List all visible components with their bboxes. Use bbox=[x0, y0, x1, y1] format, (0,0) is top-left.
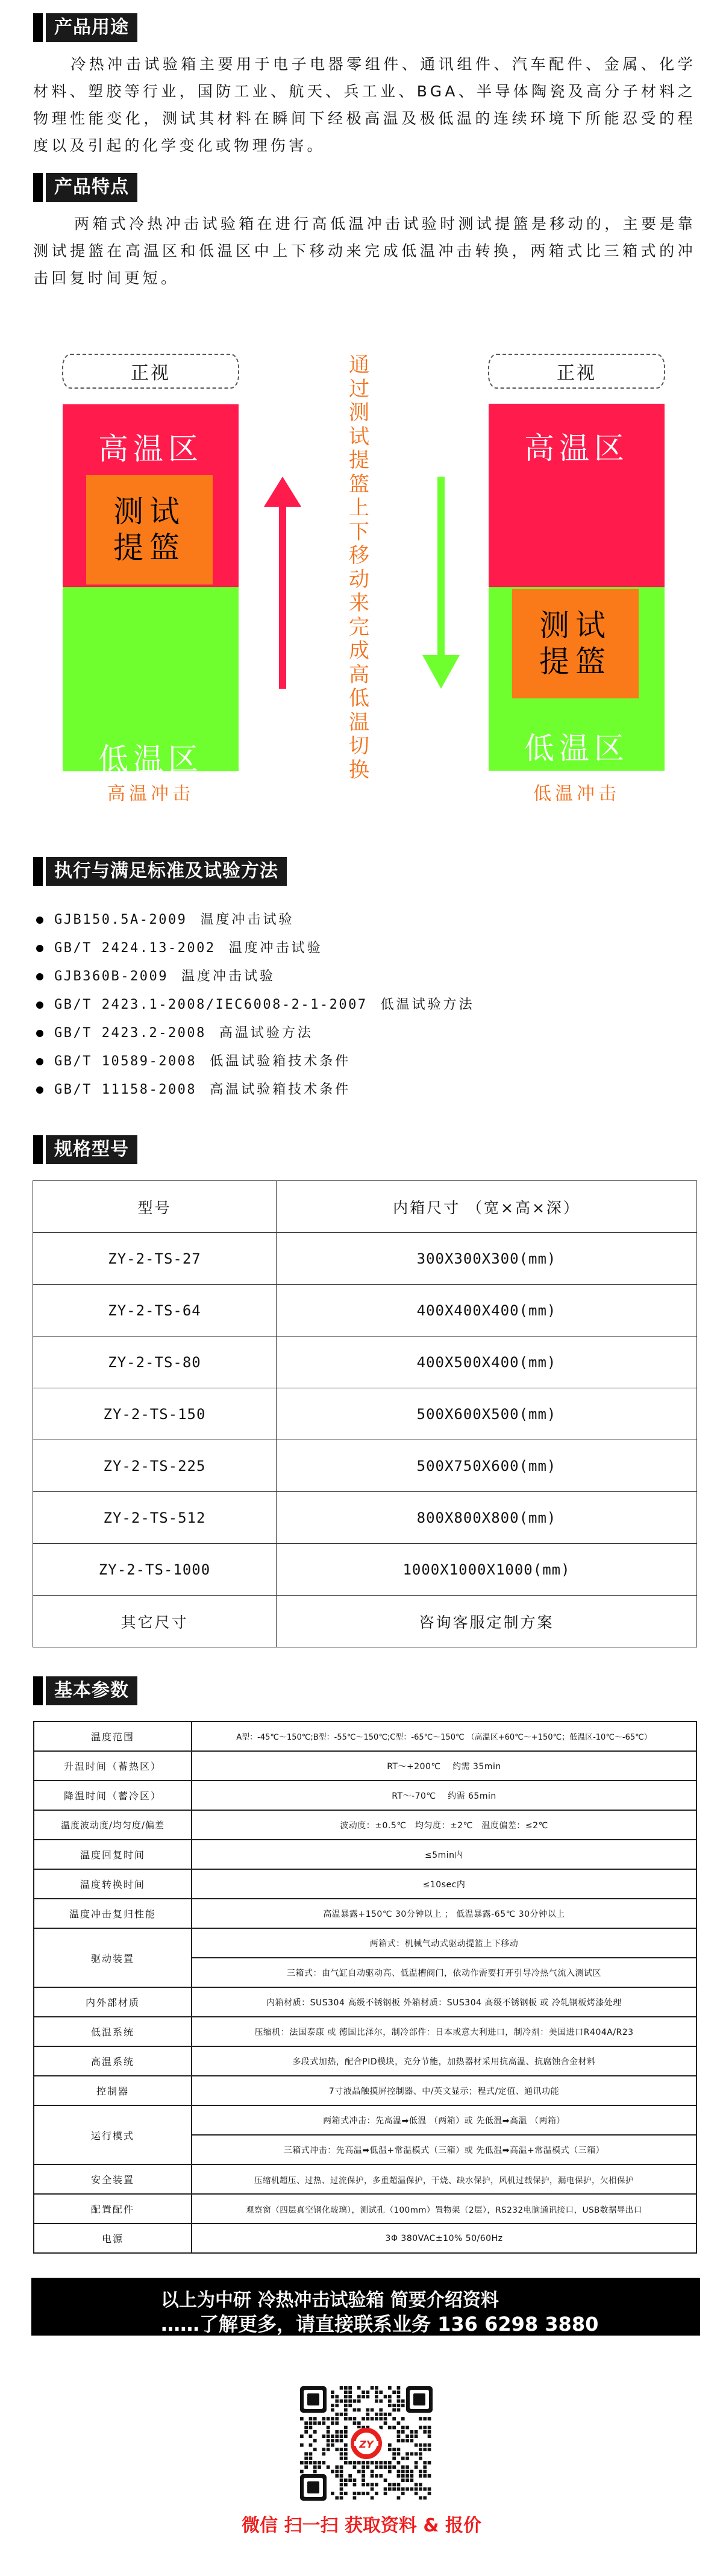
param-value: 内箱材质：SUS304 高级不锈钢板 外箱材质：SUS304 高级不锈钢板 或 冷轧钢板烤漆处理 bbox=[192, 1987, 696, 2017]
table-row bbox=[33, 1440, 697, 1492]
param-key: 内外部材质 bbox=[34, 1987, 192, 2017]
vertical-caption-char: 篮 bbox=[349, 472, 369, 497]
table-row bbox=[34, 1987, 696, 2017]
size-cell: 800X800X800(mm) bbox=[277, 1492, 697, 1544]
vertical-caption-char: 移 bbox=[349, 544, 369, 568]
standards-list bbox=[33, 906, 696, 1104]
cold-zone-label: 低温区 bbox=[524, 731, 629, 766]
basket-label-line2: 提篮 bbox=[113, 530, 186, 565]
section-header-params bbox=[33, 1676, 137, 1705]
table-row bbox=[33, 1596, 697, 1647]
header-model: 型号 bbox=[33, 1181, 277, 1233]
section-title: 产品用途 bbox=[46, 13, 137, 42]
size-cell: 500X750X600(mm) bbox=[277, 1440, 697, 1492]
param-value: 压缩机超压、过热、过流保护，多重超温保护，干烧、缺水保护，风机过载保护，漏电保护，欠相保护 bbox=[192, 2164, 696, 2194]
vertical-caption-char: 过 bbox=[349, 377, 369, 401]
caption-low-temp-shock: 低温冲击 bbox=[533, 783, 620, 804]
list-item bbox=[33, 1047, 696, 1076]
standard-desc: 低温试验箱技术条件 bbox=[210, 1053, 351, 1069]
header-bar-decoration bbox=[33, 1676, 43, 1705]
vertical-caption-char: 下 bbox=[349, 519, 369, 544]
param-value: 高温暴露+150℃ 30分钟以上 ； 低温暴露-65℃ 30分钟以上 bbox=[192, 1899, 696, 1928]
spec-table bbox=[33, 1180, 697, 1647]
model-cell: ZY-2-TS-512 bbox=[33, 1492, 277, 1544]
size-cell: 500X600X500(mm) bbox=[277, 1388, 697, 1440]
list-item bbox=[33, 1019, 696, 1047]
param-key: 温度回复时间 bbox=[34, 1840, 192, 1869]
vertical-caption-char: 试 bbox=[349, 424, 369, 449]
param-key: 电源 bbox=[34, 2223, 192, 2253]
param-value: 7寸液晶触摸屏控制器、中/英文显示；程式/定值、通讯功能 bbox=[192, 2076, 696, 2105]
param-value: RT～-70℃ 约需 65min bbox=[192, 1781, 696, 1810]
header-inner-size: 内箱尺寸 （宽×高×深） bbox=[277, 1181, 697, 1233]
standard-desc: 高温试验方法 bbox=[219, 1025, 313, 1041]
param-value: 三箱式冲击：先高温➡低温+常温模式（三箱）或 先低温➡高温+常温模式（三箱） bbox=[192, 2135, 696, 2164]
arrow-down-icon bbox=[419, 473, 467, 693]
param-key: 安全装置 bbox=[34, 2164, 192, 2194]
param-value: A型：-45℃～150℃;B型：-55℃～150℃;C型：-65℃～150℃ （高温区+60℃～+150℃；低温区-10℃～-65℃） bbox=[192, 1722, 696, 1751]
section-header-specs bbox=[33, 1135, 137, 1164]
section-title: 产品特点 bbox=[46, 173, 137, 202]
vertical-caption bbox=[346, 354, 372, 782]
caption-high-temp-shock: 高温冲击 bbox=[107, 783, 194, 804]
param-value: ≤10sec内 bbox=[192, 1869, 696, 1899]
standard-code: GB/T 11158-2008 bbox=[54, 1082, 197, 1097]
standard-desc: 温度冲击试验 bbox=[200, 912, 295, 927]
features-text: 两箱式冷热冲击试验箱在进行高低温冲击试验时测试提篮是移动的，主要是靠测试提篮在高温区和低温区中上下移动来完成低温冲击转换，两箱式比三箱式的冲击回复时间更短。 bbox=[33, 215, 696, 287]
vertical-caption-char: 低 bbox=[349, 686, 369, 710]
svg-text:ZY: ZY bbox=[359, 2439, 374, 2450]
vertical-caption-char: 通 bbox=[349, 353, 369, 377]
size-cell: 400X500X400(mm) bbox=[277, 1337, 697, 1388]
table-row bbox=[33, 1544, 697, 1596]
usage-text: 冷热冲击试验箱主要用于电子电器零组件、通讯组件、汽车配件、金属、化学材料、塑胶等行业，国防工业、航天、兵工业、BGA、半导体陶瓷及高分子材料之物理性能变化，测试其材料在瞬间下经极高温及极低温的连续环境下所能忍受的程度以及引起的化学变化或物理伤害。 bbox=[33, 55, 696, 154]
standard-desc: 温度冲击试验 bbox=[181, 968, 275, 984]
standard-code: GB/T 10589-2008 bbox=[54, 1053, 197, 1069]
table-row bbox=[33, 1388, 697, 1440]
model-cell: ZY-2-TS-1000 bbox=[33, 1544, 277, 1596]
param-key: 运行模式 bbox=[34, 2105, 192, 2164]
table-row bbox=[34, 2017, 696, 2046]
table-row bbox=[34, 1869, 696, 1899]
standard-code: GB/T 2424.13-2002 bbox=[54, 940, 216, 956]
param-value: 3Φ 380VAC±10% 50/60Hz bbox=[192, 2223, 696, 2253]
features-paragraph bbox=[33, 210, 696, 292]
param-table bbox=[33, 1721, 697, 2254]
front-view-label-left: 正视 bbox=[62, 354, 239, 389]
header-bar-decoration bbox=[33, 1135, 43, 1164]
table-row bbox=[34, 2194, 696, 2223]
vertical-caption-char: 换 bbox=[349, 757, 369, 782]
section-title: 执行与满足标准及试验方法 bbox=[46, 857, 287, 886]
standard-desc: 低温试验方法 bbox=[380, 997, 475, 1012]
param-value: 两箱式冲击：先高温➡低温 （两箱）或 先低温➡高温 （两箱） bbox=[192, 2105, 696, 2135]
table-row bbox=[34, 2164, 696, 2194]
wechat-qr-code-icon[interactable] bbox=[300, 2386, 433, 2501]
test-basket-left bbox=[86, 475, 213, 584]
bullet-icon bbox=[36, 1030, 43, 1037]
param-value: 两箱式：机械气动式驱动提篮上下移动 bbox=[192, 1928, 696, 1958]
vertical-caption-char: 测 bbox=[349, 401, 369, 425]
section-title: 基本参数 bbox=[46, 1676, 137, 1705]
hot-zone-right bbox=[489, 404, 665, 587]
hot-zone-label: 高温区 bbox=[98, 431, 203, 466]
table-row bbox=[33, 1233, 697, 1285]
param-key: 升温时间（蓄热区） bbox=[34, 1751, 192, 1781]
vertical-caption-char: 成 bbox=[349, 639, 369, 663]
section-header-standards bbox=[33, 857, 287, 886]
vertical-caption-char: 切 bbox=[349, 734, 369, 758]
basket-label-line2: 提篮 bbox=[539, 644, 612, 679]
bullet-icon bbox=[36, 1001, 43, 1009]
param-key: 控制器 bbox=[34, 2076, 192, 2105]
model-cell: ZY-2-TS-80 bbox=[33, 1337, 277, 1388]
param-value: 三箱式：由气缸自动驱动高、低温槽阀门，依动作需要打开引导冷热气流入测试区 bbox=[192, 1958, 696, 1987]
list-item bbox=[33, 906, 696, 934]
param-key: 配置配件 bbox=[34, 2194, 192, 2223]
size-cell: 300X300X300(mm) bbox=[277, 1233, 697, 1285]
banner-line-2: ……了解更多，请直接联系业务 136 6298 3880 bbox=[161, 2313, 599, 2336]
table-row bbox=[34, 1751, 696, 1781]
header-bar-decoration bbox=[33, 13, 43, 42]
section-header-features bbox=[33, 173, 137, 202]
cold-zone-label: 低温区 bbox=[98, 742, 203, 777]
table-row bbox=[34, 1899, 696, 1928]
hot-zone-label: 高温区 bbox=[524, 431, 629, 466]
standard-code: GB/T 2423.2-2008 bbox=[54, 1025, 206, 1041]
model-cell: ZY-2-TS-225 bbox=[33, 1440, 277, 1492]
param-key: 高温系统 bbox=[34, 2046, 192, 2076]
param-value: 观察窗（四层真空钢化玻璃），测试孔（100mm）置物架（2层），RS232电脑通讯接口，USB数据导出口 bbox=[192, 2194, 696, 2223]
list-item bbox=[33, 934, 696, 962]
param-value: 波动度：±0.5℃ 均匀度：±2℃ 温度偏差：≤2℃ bbox=[192, 1810, 696, 1840]
table-row bbox=[34, 1928, 696, 1958]
table-row bbox=[34, 1722, 696, 1751]
table-row bbox=[34, 2105, 696, 2135]
size-cell: 400X400X400(mm) bbox=[277, 1285, 697, 1337]
standard-desc: 高温试验箱技术条件 bbox=[210, 1082, 351, 1097]
param-key: 温度转换时间 bbox=[34, 1869, 192, 1899]
list-item bbox=[33, 962, 696, 991]
company-logo-icon bbox=[349, 2428, 383, 2458]
table-row bbox=[34, 1840, 696, 1869]
standard-code: GJB360B-2009 bbox=[54, 968, 168, 984]
standard-code: GJB150.5A-2009 bbox=[54, 912, 187, 927]
param-key: 驱动装置 bbox=[34, 1928, 192, 1987]
vertical-caption-char: 高 bbox=[349, 662, 369, 687]
bullet-icon bbox=[36, 1058, 43, 1065]
param-value: 压缩机：法国泰康 或 德国比泽尔，制冷部件：日本或意大利进口，制冷剂：美国进口R404A/R23 bbox=[192, 2017, 696, 2046]
param-key: 降温时间（蓄冷区） bbox=[34, 1781, 192, 1810]
header-bar-decoration bbox=[33, 173, 43, 202]
contact-banner bbox=[31, 2278, 700, 2336]
bullet-icon bbox=[36, 1086, 43, 1094]
vertical-caption-char: 温 bbox=[349, 710, 369, 735]
table-row bbox=[34, 1781, 696, 1810]
list-item bbox=[33, 991, 696, 1019]
header-bar-decoration bbox=[33, 857, 43, 886]
vertical-caption-char: 完 bbox=[349, 615, 369, 639]
param-key: 温度波动度/均匀度/偏差 bbox=[34, 1810, 192, 1840]
table-header-row bbox=[33, 1181, 697, 1233]
model-cell: ZY-2-TS-150 bbox=[33, 1388, 277, 1440]
param-value: RT～+200℃ 约需 35min bbox=[192, 1751, 696, 1781]
table-row bbox=[34, 2076, 696, 2105]
front-view-label-right: 正视 bbox=[488, 354, 665, 389]
bullet-icon bbox=[36, 945, 43, 952]
table-row bbox=[34, 2223, 696, 2253]
table-row bbox=[33, 1285, 697, 1337]
model-cell: ZY-2-TS-27 bbox=[33, 1233, 277, 1285]
param-key: 温度冲击复归性能 bbox=[34, 1899, 192, 1928]
basket-label-line1: 测试 bbox=[113, 494, 186, 529]
param-key: 温度范围 bbox=[34, 1722, 192, 1751]
vertical-caption-char: 来 bbox=[349, 591, 369, 615]
bullet-icon bbox=[36, 973, 43, 980]
qr-caption: 微信 扫一扫 获取资料 & 报价 bbox=[242, 2515, 481, 2536]
vertical-caption-char: 上 bbox=[349, 496, 369, 520]
param-value: ≤5min内 bbox=[192, 1840, 696, 1869]
table-row bbox=[33, 1337, 697, 1388]
bullet-icon bbox=[36, 917, 43, 924]
size-cell: 咨询客服定制方案 bbox=[277, 1596, 697, 1647]
basket-label-line1: 测试 bbox=[539, 608, 612, 643]
arrow-up-icon bbox=[259, 473, 307, 693]
section-header-usage bbox=[33, 13, 137, 42]
vertical-caption-char: 提 bbox=[349, 448, 369, 472]
table-row bbox=[34, 2046, 696, 2076]
param-value: 多段式加热，配合PID模块，充分节能，加热器材采用抗高温、抗腐蚀合金材料 bbox=[192, 2046, 696, 2076]
model-cell: ZY-2-TS-64 bbox=[33, 1285, 277, 1337]
vertical-caption-char: 动 bbox=[349, 567, 369, 592]
table-row bbox=[33, 1492, 697, 1544]
cold-zone-left bbox=[63, 587, 239, 777]
table-row bbox=[34, 1810, 696, 1840]
standard-desc: 温度冲击试验 bbox=[228, 940, 323, 956]
list-item bbox=[33, 1076, 696, 1104]
section-title: 规格型号 bbox=[46, 1135, 137, 1164]
usage-paragraph bbox=[33, 51, 696, 159]
banner-line-1: 以上为中研 冷热冲击试验箱 简要介绍资料 bbox=[161, 2290, 499, 2311]
model-cell: 其它尺寸 bbox=[33, 1596, 277, 1647]
size-cell: 1000X1000X1000(mm) bbox=[277, 1544, 697, 1596]
param-key: 低温系统 bbox=[34, 2017, 192, 2046]
standard-code: GB/T 2423.1-2008/IEC6008-2-1-2007 bbox=[54, 997, 368, 1012]
test-basket-right bbox=[512, 589, 639, 698]
